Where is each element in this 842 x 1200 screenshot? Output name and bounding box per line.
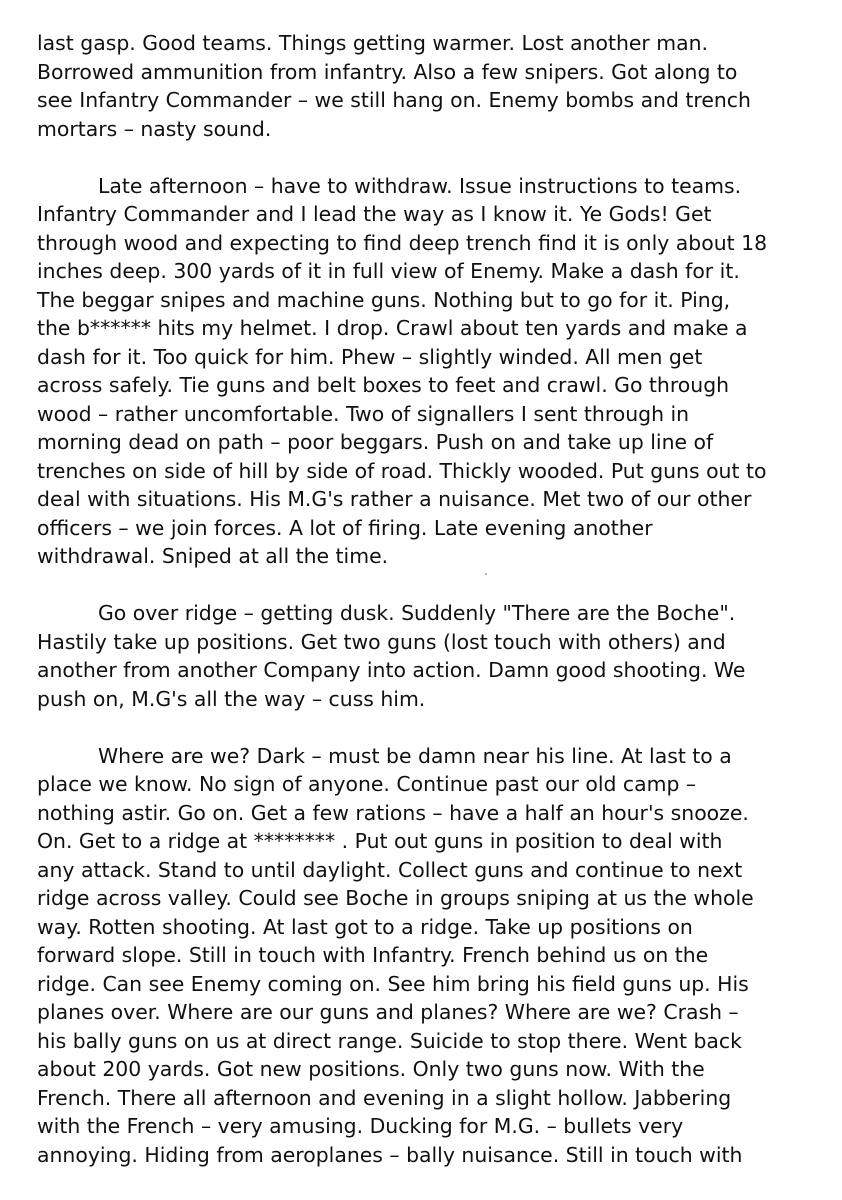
text-line: forward slope. Still in touch with Infantry. French behind us on the (37, 943, 709, 967)
text-line: through wood and expecting to find deep trench find it is only about 18 (37, 230, 768, 255)
text-line: dash for it. Too quick for him. Phew – slightly winded. All men get (37, 344, 703, 369)
scan-speck (485, 573, 487, 575)
text-line: On. Get to a ridge at ******** . Put out guns in position to deal with (37, 829, 723, 853)
text-line: the b****** hits my helmet. I drop. Crawl about ten yards and make a (37, 316, 748, 340)
text-line: last gasp. Good teams. Things getting warmer. Lost another man. (37, 31, 709, 55)
text-line: annoying. Hiding from aeroplanes – bally nuisance. Still in touch with (37, 1142, 743, 1167)
text-line: push on, M.G's all the way – cuss him. (37, 686, 426, 711)
text-line: inches deep. 300 yards of it in full view of Enemy. Make a dash for it. (37, 259, 740, 283)
text-line: see Infantry Commander – we still hang on. Enemy bombs and trench (37, 88, 751, 112)
paragraph-3 (37, 599, 805, 713)
text-line: nothing astir. Go on. Get a few rations – have a half an hour's snooze. (37, 800, 749, 825)
text-line: with the French – very amusing. Ducking for M.G. – bullets very (37, 1114, 684, 1138)
text-line: place we know. No sign of anyone. Continue past our old camp – (37, 772, 697, 796)
text-line: about 200 yards. Got new positions. Only two guns now. With the (37, 1057, 705, 1081)
document-page (37, 29, 805, 1198)
text-line: The beggar snipes and machine guns. Nothing but to go for it. Ping, (37, 287, 731, 312)
text-line: Late afternoon – have to withdraw. Issue instructions to teams. (98, 173, 742, 198)
text-line: Borrowed ammunition from infantry. Also a few snipers. Got along to (37, 59, 738, 84)
text-line: withdrawal. Sniped at all the time. (37, 544, 389, 568)
text-line: mortars – nasty sound. (37, 116, 272, 141)
text-line: ridge across valley. Could see Boche in groups sniping at us the whole (37, 886, 754, 910)
text-line: planes over. Where are our guns and planes? Where are we? Crash – (37, 1000, 739, 1024)
text-line: ridge. Can see Enemy coming on. See him bring his field guns up. His (37, 971, 749, 996)
text-line: Hastily take up positions. Get two guns (lost touch with others) and (37, 629, 726, 654)
text-line: morning dead on path – poor beggars. Push on and take up line of (37, 430, 714, 454)
paragraph-1 (37, 29, 805, 143)
text-line: Where are we? Dark – must be damn near his line. At last to a (98, 743, 732, 768)
text-line: another from another Company into action. Damn good shooting. We (37, 658, 746, 682)
paragraph-2 (37, 172, 805, 571)
text-line: trenches on side of hill by side of road. Thickly wooded. Put guns out to (37, 458, 767, 483)
text-line: way. Rotten shooting. At last got to a ridge. Take up positions on (37, 914, 693, 939)
text-line: across safely. Tie guns and belt boxes to feet and crawl. Go through (37, 373, 730, 397)
text-line: Go over ridge – getting dusk. Suddenly "There are the Boche". (98, 601, 736, 625)
text-line: his bally guns on us at direct range. Suicide to stop there. Went back (37, 1028, 742, 1053)
text-line: wood – rather uncomfortable. Two of signallers I sent through in (37, 401, 690, 426)
text-line: Infantry Commander and I lead the way as I know it. Ye Gods! Get (37, 202, 712, 226)
text-line: any attack. Stand to until daylight. Collect guns and continue to next (37, 857, 743, 882)
paragraph-4 (37, 742, 805, 1170)
text-line: officers – we join forces. A lot of firing. Late evening another (37, 515, 653, 540)
text-line: deal with situations. His M.G's rather a nuisance. Met two of our other (37, 487, 752, 511)
text-line: French. There all afternoon and evening in a slight hollow. Jabbering (37, 1085, 732, 1110)
